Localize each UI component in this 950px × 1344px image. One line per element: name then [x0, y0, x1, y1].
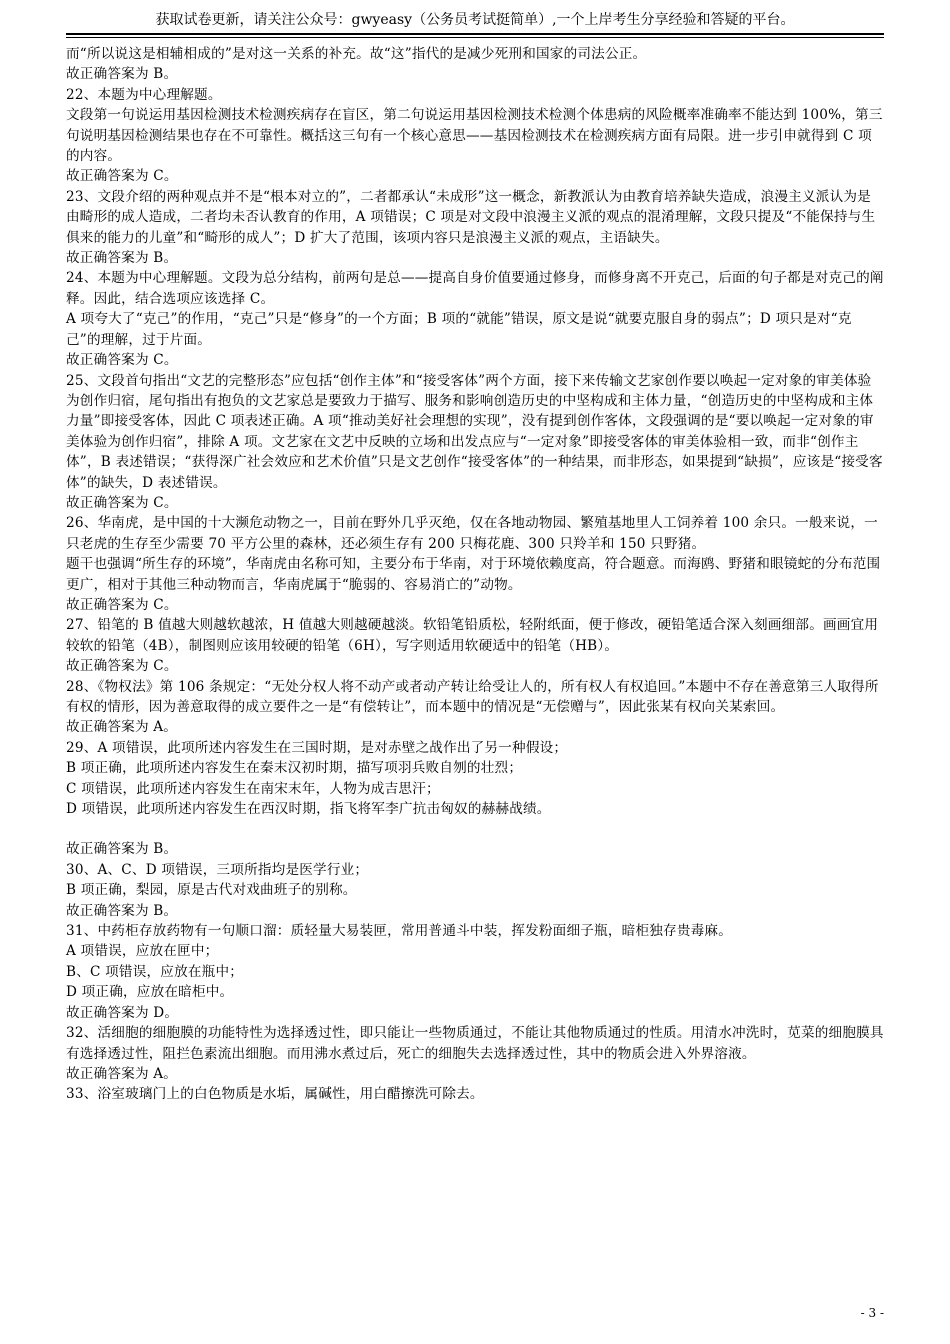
question-30: 30、A、C、D 项错误，三项所指均是医学行业；	[66, 861, 369, 878]
answer-line: 故正确答案为 C。	[66, 658, 178, 675]
answer-explanations	[66, 44, 884, 1105]
header-rule-thick	[66, 33, 884, 35]
answer-line: 故正确答案为 A。	[66, 719, 178, 736]
question-24: 24、本题为中心理解题。文段为总分结构，前两句是总——提高自身价值要通过修身，而修身离不开克己，后面的句子都是对克己的阐释。因此，结合选项应该选择 C。	[66, 270, 884, 307]
answer-line: 故正确答案为 C。	[66, 494, 178, 511]
question-28: 28、《物权法》第 106 条规定：“无处分权人将不动产或者动产转让给受让人的，所有权人有权追回。”本题中不存在善意第三人取得所有权的情形，因为善意取得的成立要件之一是“有偿转让”，而本题中的情况是“无偿赠与”，因此张某有权向关某索回。	[66, 678, 879, 715]
answer-line: 故正确答案为 C。	[66, 352, 178, 369]
text-line: 文段第一句说运用基因检测技术检测疾病存在盲区，第二句说运用基因检测技术检测个体患病的风险概率准确率不能达到 100%，第三句说明基因检测结果也存在不可靠性。概括这三句有一个核心意思——基因检测技术在检测疾病方面有局限。进一步引申就得到 C 项的内容。	[66, 107, 883, 165]
text-line: 而“所以说这是相辅相成的”是对这一关系的补充。故“这”指代的是减少死刑和国家的司法公正。	[66, 46, 647, 62]
answer-line: 故正确答案为 A。	[66, 1065, 178, 1082]
text-line: B、C 项错误，应放在瓶中；	[66, 963, 244, 980]
text-line: A 项夸大了“克己”的作用，“克己”只是“修身”的一个方面；B 项的“就能”错误，原文是说“就要克服自身的弱点”；D 项只是对“克己”的理解，过于片面。	[66, 311, 852, 348]
header-rule-thin	[66, 37, 884, 38]
answer-line: 故正确答案为 B。	[66, 841, 178, 858]
question-25: 25、文段首句指出“文艺的完整形态”应包括“创作主体”和“接受客体”两个方面，接下来传输文艺家创作要以唤起一定对象的审美体验为创作归宿，尾句指出有抱负的文艺家总是要致力于描写、服务和影响创造历史的中坚构成和主体力量，“创造历史的中坚构成和主体力量”即接受客体，因此 C 项表述正确。A 项“推动美好社会理想的实现”，没有提到创作客体，文段强调的是“要以唤起一定对象的审美体验为创作归宿”，排除 A 项。文艺家在文艺中反映的立场和出发点应与“一定对象”即接受客体的审美体验相一致，而非“创作主体”，B 表述错误；“获得深广社会效应和艺术价值”只是文艺创作“接受客体”的一种结果，而非形态，如果提到“缺损”，应该是“接受客体”的缺失，D 表述错误。	[66, 372, 883, 491]
text-line: 题干也强调“所生存的环境”，华南虎由名称可知，主要分布于华南，对于环境依赖度高，符合题意。而海鸥、野猪和眼镜蛇的分布范围更广，相对于其他三种动物而言，华南虎属于“脆弱的、容易消亡的”动物。	[66, 556, 881, 593]
question-22: 22、本题为中心理解题。	[66, 86, 222, 103]
answer-line: 故正确答案为 C。	[66, 596, 178, 613]
page-header: 获取试卷更新，请关注公众号：gwyeasy（公务员考试挺简单）,一个上岸考生分享经验和答疑的平台。	[155, 12, 795, 28]
question-29: 29、A 项错误，此项所述内容发生在三国时期，是对赤壁之战作出了另一种假设；	[66, 739, 568, 756]
question-27: 27、铅笔的 B 值越大则越软越浓，H 值越大则越硬越淡。软铅笔铅质松，轻附纸面，便于修改，硬铅笔适合深入刻画细部。画画宜用较软的铅笔（4B），制图则应该用较硬的铅笔（6H），写字则适用软硬适中的铅笔（HB）。	[66, 617, 879, 654]
text-line: C 项错误，此项所述内容发生在南宋末年，人物为成吉思汗；	[66, 780, 440, 797]
answer-line: 故正确答案为 C。	[66, 168, 178, 185]
question-26: 26、华南虎，是中国的十大濒危动物之一，目前在野外几乎灭绝，仅在各地动物园、繁殖基地里人工饲养着 100 余只。一般来说，一只老虎的生存至少需要 70 平方公里的森林，还必须生存有 200 只梅花鹿、300 只羚羊和 150 只野猪。	[66, 515, 878, 552]
question-33: 33、浴室玻璃门上的白色物质是水垢，属碱性，用白醋擦洗可除去。	[66, 1086, 484, 1103]
text-line: B 项正确，梨园，原是古代对戏曲班子的别称。	[66, 882, 357, 899]
answer-line: 故正确答案为 B。	[66, 250, 178, 267]
text-line: A 项错误，应放在匣中；	[66, 943, 219, 960]
question-23: 23、文段介绍的两种观点并不是“根本对立的”，二者都承认“未成形”这一概念，新教派认为由教育培养缺失造成，浪漫主义派认为是由畸形的成人造成，二者均未否认教育的作用，A 项错误；C 项是对文段中浪漫主义派的观点的混淆理解，文段只提及“不能保持与生俱来的能力的儿童”和“畸形的成人”；D 扩大了范围，该项内容只是浪漫主义派的观点，主语缺失。	[66, 188, 876, 246]
text-line: D 项正确，应放在暗柜中。	[66, 984, 234, 1001]
answer-line: 故正确答案为 B。	[66, 66, 178, 83]
blank-line	[66, 819, 884, 839]
page-number: - 3 -	[860, 1306, 884, 1320]
question-31: 31、中药柜存放药物有一句顺口溜：质轻量大易装匣，常用普通斗中装，挥发粉面细子瓶，暗柜独存贵毒麻。	[66, 923, 732, 940]
answer-line: 故正确答案为 B。	[66, 902, 178, 919]
question-32: 32、活细胞的细胞膜的功能特性为选择透过性，即只能让一些物质通过，不能让其他物质通过的性质。用清水冲洗时，苋菜的细胞膜具有选择透过性，阻拦色素流出细胞。而用沸水煮过后，死亡的细胞失去选择透过性，其中的物质会进入外界溶液。	[66, 1025, 884, 1062]
text-line: B 项正确，此项所述内容发生在秦末汉初时期，描写项羽兵败自刎的壮烈；	[66, 760, 523, 777]
answer-line: 故正确答案为 D。	[66, 1004, 179, 1021]
text-line: D 项错误，此项所述内容发生在西汉时期，指飞将军李广抗击匈奴的赫赫战绩。	[66, 801, 551, 818]
